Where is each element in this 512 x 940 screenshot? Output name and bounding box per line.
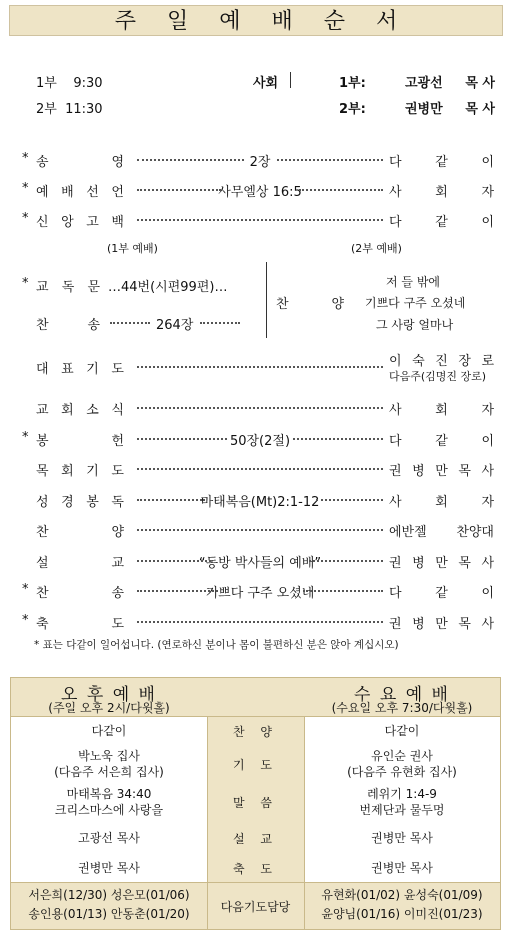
wednesday-title: 수 요 예 배 — [354, 685, 450, 705]
afternoon-title: 오 후 예 배 — [61, 685, 157, 705]
dot-leader — [137, 219, 383, 221]
dot-leader — [137, 499, 205, 501]
order-leader: 권 병 만 목 사 — [389, 555, 494, 571]
table-cell-right: 다같이 — [384, 724, 420, 738]
dot-leader — [137, 621, 383, 623]
order-item: 송 영 — [36, 155, 124, 170]
table-cell-right: 권병만 목사 — [371, 861, 433, 875]
table-cell-right: 권병만 목사 — [371, 831, 433, 845]
order-leader: 권 병 만 목 사 — [389, 616, 494, 632]
order-item: 예 배 선 언 — [36, 185, 124, 200]
table-cell-right: 레위기 1:4-9 번제단과 물두멍 — [359, 787, 445, 817]
wednesday-subtitle: (수요일 오후 7:30/다윗홀) — [331, 701, 473, 715]
order-item: 설 교 — [36, 555, 124, 571]
table-cell-left: 권병만 목사 — [78, 861, 140, 875]
table-row-label: 찬 양 — [233, 725, 278, 739]
split-left-item-2: 찬 송 — [36, 318, 100, 333]
split-left-item-1: 교 독 문 — [36, 280, 100, 295]
dot-leader — [137, 159, 244, 161]
order-mark: * — [22, 211, 29, 226]
title-banner — [9, 5, 503, 36]
order-content: 마태복음(Mt)2:1-12 — [200, 494, 320, 510]
order-content: 사무엘상 16:5 — [218, 185, 302, 200]
afternoon-subtitle: (주일 오후 2시/다윗홀) — [48, 701, 170, 715]
order-item: 교 회 소 식 — [36, 403, 124, 418]
service-part-1: 1부 9:30 — [36, 76, 103, 91]
weekly-services-table — [10, 677, 501, 930]
table-cell-right: 유인순 권사 (다음주 유현화 집사) — [347, 749, 457, 779]
order-item: 축 도 — [36, 616, 124, 632]
order-content: 2장 — [249, 155, 271, 170]
order-leader: 다 같 이 — [389, 155, 494, 170]
next-prayer-label: 다음기도담당 — [220, 900, 291, 914]
dot-leader — [137, 438, 227, 440]
dot-leader — [293, 438, 383, 440]
order-leader: 에반젤 찬양대 — [389, 525, 494, 540]
dot-leader — [309, 560, 383, 562]
song-2: 기쁘다 구주 오셨네 — [365, 296, 466, 310]
split-left-content-1: …44번(시편99편)… — [108, 280, 228, 295]
page-title: 주 일 예 배 순 서 — [114, 9, 410, 34]
dot-leader — [137, 560, 211, 562]
dot-leader — [137, 189, 221, 191]
order-leader: 다 같 이 — [389, 433, 494, 449]
standing-note: * 표는 다같이 일어섭니다. (연로하신 분이나 몸이 불편하신 분은 앉아 계십시오) — [34, 639, 399, 651]
grid-line — [11, 882, 500, 883]
order-mark: * — [22, 181, 29, 196]
order-leader: 권 병 만 목 사 — [389, 464, 494, 479]
order-leader: 사 회 자 — [389, 403, 494, 418]
song-1: 저 들 밖에 — [386, 275, 440, 289]
order-leader: 사 회 자 — [389, 494, 494, 510]
dot-leader — [137, 407, 383, 409]
next-prayer-left: 서은희(12/30) 성은모(01/06) 송인용(01/13) 안동춘(01/20) — [28, 888, 190, 921]
host-name-1: 고광선 목 사 — [405, 76, 495, 91]
order-item: 찬 양 — [36, 525, 124, 540]
table-row-label: 말 씀 — [233, 796, 278, 810]
order-content: 50장(2절) — [229, 433, 291, 449]
order-mark: * — [22, 582, 29, 597]
service-part-2: 2부 11:30 — [36, 102, 103, 117]
order-leader: 다 같 이 — [389, 215, 494, 230]
next-prayer-right: 유현화(01/02) 윤성숙(01/09) 윤양님(01/16) 이미진(01/23) — [321, 888, 483, 921]
order-item: 성 경 봉 독 — [36, 494, 124, 510]
dot-leader — [200, 322, 240, 324]
order-mark: * — [22, 429, 29, 445]
order-content: 기쁘다 구주 오셨네 — [205, 586, 315, 601]
table-cell-left: 다같이 — [91, 724, 127, 738]
song-3: 그 사랑 얼마나 — [376, 318, 454, 332]
order-leader: 사 회 자 — [389, 185, 494, 200]
dot-leader — [110, 322, 150, 324]
host-label: 사회 — [253, 76, 279, 91]
order-mark: * — [22, 612, 29, 628]
order-item: 찬 송 — [36, 586, 124, 601]
order-item: 목 회 기 도 — [36, 464, 124, 479]
order-mark: * — [22, 151, 29, 166]
dot-leader — [316, 499, 384, 501]
dot-leader — [303, 590, 384, 592]
split-header-left: (1부 예배) — [107, 242, 158, 255]
dot-leader — [137, 366, 383, 368]
host-name-2: 권병만 목 사 — [405, 102, 495, 117]
split-right-item: 찬 양 — [276, 297, 344, 312]
dot-leader — [277, 159, 384, 161]
prayer-leader: 이 숙 진 장 로 — [389, 354, 494, 369]
table-row-label: 기 도 — [233, 758, 278, 772]
table-row-label: 축 도 — [233, 862, 278, 876]
dot-leader — [137, 590, 218, 592]
order-item: 신 앙 고 백 — [36, 215, 124, 230]
dot-leader — [299, 189, 383, 191]
dot-leader — [137, 468, 383, 470]
table-cell-left: 박노욱 집사 (다음주 서은희 집사) — [54, 749, 164, 779]
split-left-content-2: 264장 — [156, 318, 194, 333]
table-cell-left: 마태복음 34:40 크리스마스에 사랑을 — [54, 787, 164, 817]
host-part-2: 2부: — [339, 102, 366, 117]
prayer-next: 다음주(김명진 장로) — [389, 370, 487, 383]
prayer-item: 대 표 기 도 — [36, 362, 124, 377]
split-header-right: (2부 예배) — [351, 242, 402, 255]
order-leader: 다 같 이 — [389, 586, 494, 601]
order-content: “동방 박사들의 예배” — [198, 555, 322, 571]
dot-leader — [137, 529, 383, 531]
order-item: 봉 헌 — [36, 433, 124, 449]
table-row-label: 설 교 — [233, 832, 278, 846]
host-divider — [290, 72, 291, 88]
table-cell-left: 고광선 목사 — [78, 831, 140, 845]
split-divider — [266, 262, 267, 338]
grid-line — [11, 716, 500, 717]
host-part-1: 1부: — [339, 76, 366, 91]
split-left-row-1: * — [22, 276, 29, 291]
